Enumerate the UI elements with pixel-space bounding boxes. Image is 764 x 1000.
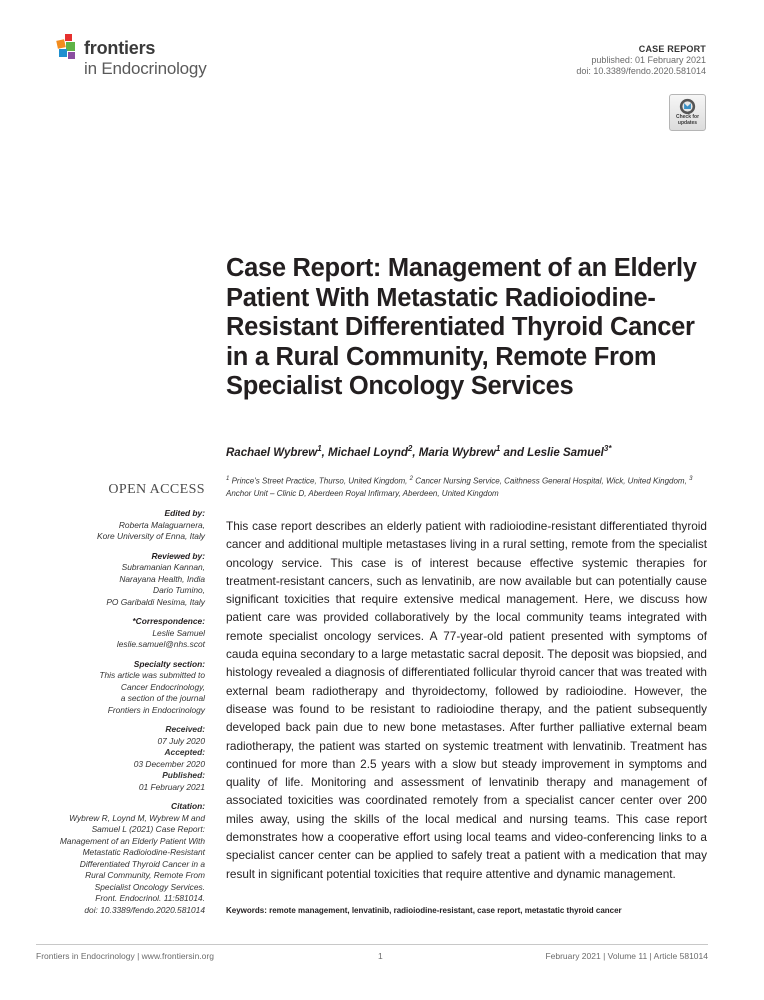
author-name[interactable]: Michael Loynd (328, 446, 408, 459)
citation-line: Management of an Elderly Patient With (59, 835, 205, 846)
published-date: published: 01 February 2021 (591, 55, 706, 65)
affiliations (226, 473, 706, 500)
article-meta (576, 44, 706, 77)
author-list (226, 444, 706, 459)
received-value: 07 July 2020 (157, 735, 205, 746)
abstract: This case report describes an elderly patient with radioiodine-resistant differentiated thyroid cancer and additional multiple metastases living in a rural setting, remote from the specialist oncology service. This case is of interest because effective systemic therapies for treatment-resistant cancers, such as lenvatinib, are now available but can potentially cause significant toxicities that require extensive medical management. Here, we discuss how patient care was provided collaboratively by the local community teams integrated with remote specialist oncology services. A 77-year-old patient presented with symptoms of cauda equina secondary to a large metastatic sacral deposit. The deposit was biopsied, and histology revealed a diagnosis of differentiated follicular thyroid cancer that was treated with external beam radiotherapy and thyroidectomy, followed by radioiodine. However, the disease was found to be resistant to radioiodine therapy, and the patient subsequently developed back pain due to new bone metastases. After further palliative external beam radiotherapy, the patient was started on systemic treatment with lenvatinib. Treatment has continued for more than 2.5 years with a slow but steady improvement in symptoms and quality of life. Monitoring and assessment of lenvatinib therapy and management of associated toxicities was coordinated remotely from a specialist cancer center over 200 miles away, using the skills of the local medical and nursing teams. This case report demonstrates how a cooperative effort using local teams and video-conferencing links to a specialist cancer center can be applied to safely treat a patient with a medication that may result in significant potential toxicities that require attentive and dynamic management. (226, 519, 707, 881)
edited-by-block (40, 508, 205, 543)
affiliation: Anchor Unit – Clinic D, Aberdeen Royal Infirmary, Aberdeen, United Kingdom (226, 488, 499, 498)
citation-line: Specialist Oncology Services. (94, 881, 205, 892)
footer-journal[interactable]: Frontiers in Endocrinology | www.frontiersin.org (36, 951, 214, 961)
citation-line: Samuel L (2021) Case Report: (91, 824, 205, 834)
author-separator: and (500, 446, 528, 459)
accepted-value: 03 December 2020 (133, 758, 205, 769)
footer-volume: February 2021 | Volume 11 | Article 581014 (545, 951, 708, 961)
affil-sup: 1 (226, 476, 230, 482)
crossmark-icon (679, 98, 696, 115)
author-affil-sup: 2 (407, 444, 413, 453)
specialty-line: This article was submitted to (99, 670, 205, 680)
published-value: 01 February 2021 (138, 781, 205, 792)
accepted-date (40, 747, 205, 770)
specialty-line: Cancer Endocrinology, (120, 681, 205, 692)
citation-doi[interactable]: doi: 10.3389/fendo.2020.581014 (84, 904, 205, 915)
open-access-label: OPEN ACCESS (108, 482, 205, 497)
reviewer-line: PO Garibaldi Nesima, Italy (106, 596, 205, 607)
doi-link[interactable]: doi: 10.3389/fendo.2020.581014 (576, 66, 706, 76)
author-name[interactable]: Leslie Samuel (527, 446, 604, 459)
check-for-updates-button[interactable] (669, 94, 706, 131)
specialty-line: a section of the journal (120, 693, 205, 703)
reviewer-line[interactable]: Dario Tumino, (153, 585, 205, 595)
received-label: Received: (165, 724, 205, 734)
editor-line: Kore University of Enna, Italy (97, 531, 205, 541)
specialty-label: Specialty section: (133, 658, 205, 669)
citation-line: Front. Endocrinol. 11:581014. (95, 893, 205, 903)
article-type: CASE REPORT (638, 44, 706, 54)
citation-line: Metastatic Radioiodine-Resistant (82, 847, 205, 857)
reviewed-by-label: Reviewed by: (151, 550, 205, 561)
edited-by-label: Edited by: (164, 508, 205, 518)
received-date (40, 724, 205, 747)
citation-line: Rural Community, Remote From (85, 870, 205, 880)
author-affil-sup: 1 (495, 444, 501, 453)
published-date-side (40, 770, 205, 793)
reviewer-line: Narayana Health, India (119, 573, 205, 584)
correspondence-name: Leslie Samuel (152, 627, 205, 638)
keywords: Keywords: remote management, lenvatinib, radioiodine-resistant, case report, metastatic thyroid cancer (226, 906, 622, 915)
frontiers-logo-icon (56, 34, 82, 60)
author-affil-sup: 1 (317, 444, 322, 453)
published-label: Published: (162, 770, 205, 780)
citation-label: Citation: (171, 801, 205, 811)
affiliation: Cancer Nursing Service, Caithness General Hospital, Wick, United Kingdom, (415, 476, 687, 486)
specialty-block (40, 659, 205, 717)
citation-block (40, 801, 205, 916)
logo-journal-name: in Endocrinology (84, 59, 207, 78)
check-label-line: updates (677, 119, 698, 126)
author-name[interactable]: Rachael Wybrew (226, 446, 318, 459)
accepted-label: Accepted: (164, 747, 205, 757)
citation-line: Differentiated Thyroid Cancer in a (79, 858, 205, 869)
affiliation: Prince's Street Practice, Thurso, United Kingdom, (231, 476, 408, 486)
citation-line: Wybrew R, Loynd M, Wybrew M and (69, 812, 205, 823)
reviewer-line[interactable]: Subramanian Kannan, (121, 562, 205, 572)
journal-logo[interactable] (56, 32, 256, 82)
affil-sup: 3 (689, 476, 693, 482)
author-affil-sup: 3* (603, 444, 612, 453)
editor-line[interactable]: Roberta Malaguarnera, (118, 519, 205, 530)
correspondence-label: *Correspondence: (132, 616, 205, 626)
page-number: 1 (378, 951, 383, 961)
footer-divider (36, 944, 708, 945)
dates-block (40, 724, 205, 793)
author-separator: , (412, 446, 419, 459)
logo-brand: frontiers (84, 38, 156, 58)
reviewed-by-block (40, 551, 205, 609)
author-name[interactable]: Maria Wybrew (418, 446, 496, 459)
correspondence-email[interactable]: leslie.samuel@nhs.scot (116, 639, 205, 649)
correspondence-block (40, 616, 205, 651)
article-info-sidebar (40, 508, 205, 924)
affil-sup: 2 (409, 476, 413, 482)
specialty-line: Frontiers in Endocrinology (107, 704, 205, 715)
check-label-line: Check for (675, 114, 700, 120)
author-separator: , (321, 446, 329, 459)
article-title: Case Report: Management of an Elderly Patient With Metastatic Radioiodine-Resistant Differentiated Thyroid Cancer in a Rural Community, Remote From Specialist Oncology Services (226, 254, 697, 400)
